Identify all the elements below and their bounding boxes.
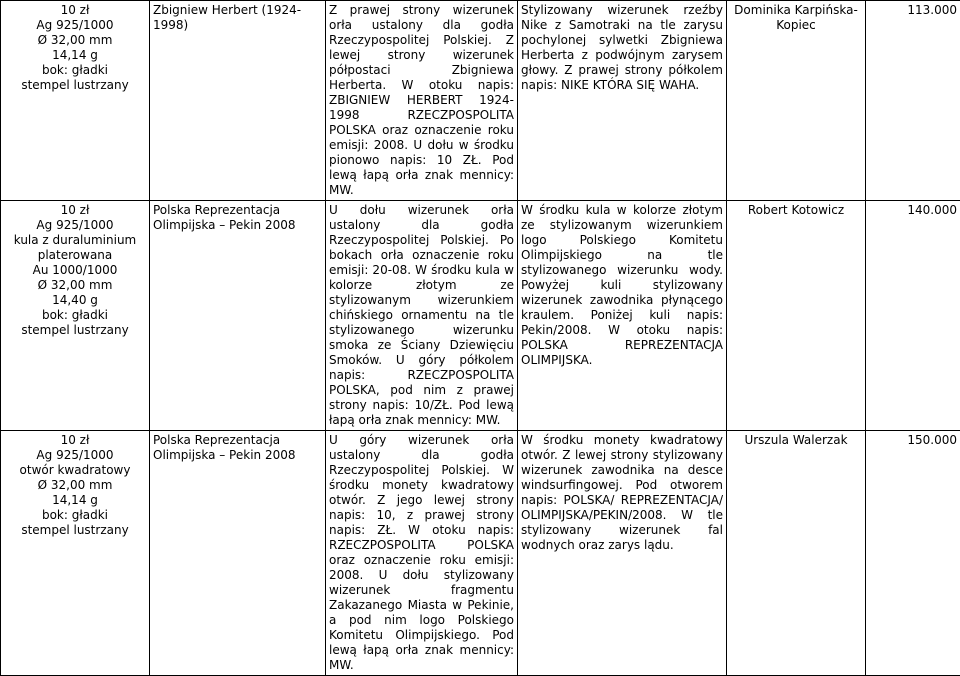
obverse-description-cell: W środku monety kwadratowy otwór. Z lewej strony stylizowany wizerunek zawodnika na desce windsurfingowej. Pod otworem napis: POLSKA/ REPREZENTACJA/ OLIMPIJSKA/PEKIN/2008. W tle stylizowany wizerunek fal wodnych oraz zarys lądu. [518, 431, 727, 676]
mintage-cell: 140.000 [866, 201, 960, 431]
designer-cell: Urszula Walerzak [727, 431, 866, 676]
reverse-description-cell: U góry wizerunek orła ustalony dla godła Rzeczypospolitej Polskiej. W środku monety kwadratowy otwór. Z jego lewej strony napis: 10, z prawej strony napis: ZŁ. W otoku napis: RZECZPOSPOLITA POLSKA oraz oznaczenie roku emisji: 2008. U dołu stylizowany wizerunek fragmentu Zakazanego Miasta w Pekinie, a pod nim logo Polskiego Komitetu Olimpijskiego. Pod lewą łapą orła znak mennicy: MW. [326, 431, 518, 676]
designer-cell: Dominika Karpińska-Kopiec [727, 1, 866, 201]
spec-line: stempel lustrzany [4, 323, 146, 338]
obverse-description-cell: W środku kula w kolorze złotym ze stylizowanym wizerunkiem logo Polskiego Komitetu Olimpijskiego na tle stylizowanego wizerunku wody. Powyżej kuli stylizowany wizerunek zawodnika płynącego kraulem. Poniżej kuli napis: Pekin/2008. W otoku napis: POLSKA REPREZENTACJA OLIMPIJSKA. [518, 201, 727, 431]
spec-line: otwór kwadratowy [4, 463, 146, 478]
table-row [1, 1, 960, 201]
spec-line: Ag 925/1000 [4, 448, 146, 463]
spec-line: kula z duraluminium [4, 233, 146, 248]
spec-line: Au 1000/1000 [4, 263, 146, 278]
reverse-description-cell: Z prawej strony wizerunek orła ustalony dla godła Rzeczypospolitej Polskiej. Z lewej strony wizerunek półpostaci Zbigniewa Herberta. W otoku napis: ZBIGNIEW HERBERT 1924-1998 RZECZPOSPOLITA POLSKA oraz oznaczenie roku emisji: 2008. U dołu w środku pionowo napis: 10 ZŁ. Pod lewą łapą orła znak mennicy: MW. [326, 1, 518, 201]
spec-line: stempel lustrzany [4, 78, 146, 93]
spec-line: Ø 32,00 mm [4, 278, 146, 293]
spec-line: Ø 32,00 mm [4, 478, 146, 493]
reverse-description-cell: U dołu wizerunek orła ustalony dla godła Rzeczypospolitej Polskiej. Po bokach orła oznaczenie roku emisji: 20-08. W środku kula w kolorze złotym ze stylizowanym wizerunkiem chińskiego ornamentu na tle stylizowanego wizerunku smoka ze Ściany Dziewięciu Smoków. U góry półkolem napis: RZECZPOSPOLITA POLSKA, pod nim z prawej strony napis: 10/ZŁ. Pod lewą łapą orła znak mennicy: MW. [326, 201, 518, 431]
spec-line: 10 zł [4, 203, 146, 218]
coin-name-cell: Polska Reprezentacja Olimpijska – Pekin 2008 [150, 201, 326, 431]
spec-line: bok: gładki [4, 508, 146, 523]
mintage-cell: 150.000 [866, 431, 960, 676]
spec-line: bok: gładki [4, 63, 146, 78]
spec-line: 14,14 g [4, 48, 146, 63]
spec-line: 14,14 g [4, 493, 146, 508]
coin-name-cell: Zbigniew Herbert (1924-1998) [150, 1, 326, 201]
spec-line: platerowana [4, 248, 146, 263]
mintage-cell: 113.000 [866, 1, 960, 201]
coin-spec-cell [1, 201, 150, 431]
designer-cell: Robert Kotowicz [727, 201, 866, 431]
spec-line: 10 zł [4, 433, 146, 448]
spec-line: Ag 925/1000 [4, 218, 146, 233]
table-row [1, 201, 960, 431]
spec-line: 10 zł [4, 3, 146, 18]
spec-line: stempel lustrzany [4, 523, 146, 538]
coin-name-cell: Polska Reprezentacja Olimpijska – Pekin 2008 [150, 431, 326, 676]
table-row [1, 431, 960, 676]
coin-spec-cell [1, 1, 150, 201]
spec-line: 14,40 g [4, 293, 146, 308]
spec-line: bok: gładki [4, 308, 146, 323]
spec-line: Ø 32,00 mm [4, 33, 146, 48]
coin-spec-cell [1, 431, 150, 676]
spec-line: Ag 925/1000 [4, 18, 146, 33]
obverse-description-cell: Stylizowany wizerunek rzeźby Nike z Samotraki na tle zarysu pochylonej sylwetki Zbigniewa Herberta z podwójnym zarysem głowy. Z prawej strony półkolem napis: NIKE KTÓRA SIĘ WAHA. [518, 1, 727, 201]
